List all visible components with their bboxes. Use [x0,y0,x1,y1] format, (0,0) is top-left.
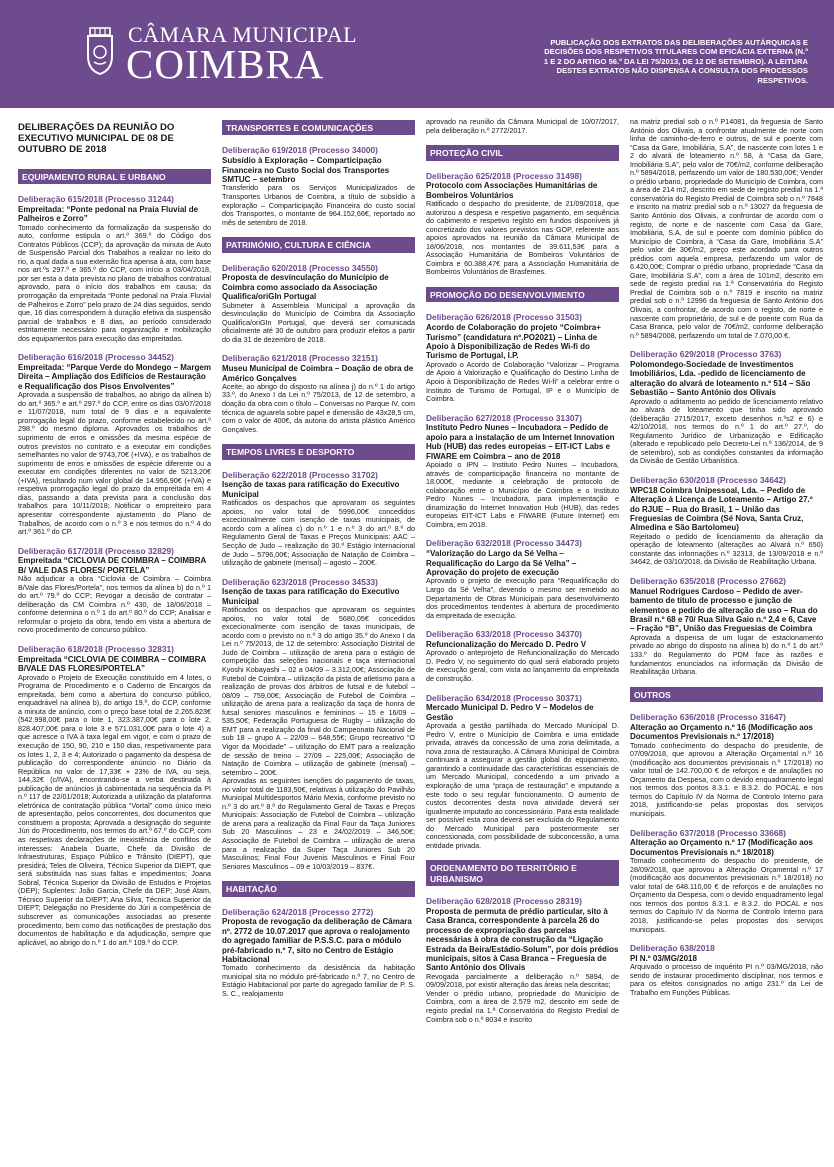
deliberation-617 [18,547,211,635]
deliberation-subject: Polomondego-Sociedade de Investimentos Imobiliários, Lda. -pedido de licenciamento de alteração do alvará de loteamento n.º 514 – São Sebastião – Santo António dos Olivais [630,360,811,398]
section-header: PATRIMÓNIO, CULTURA E CIÊNCIA [222,237,415,252]
deliberation-heading: Deliberação 626/2018 (Processo 31503) [426,312,582,323]
deliberation-heading: Deliberação 624/2018 (Processo 2772) [222,906,374,917]
deliberation-620 [222,264,415,345]
section-header: ORDENAMENTO DO TERRITÓRIO E URBANISMO [426,860,619,886]
deliberation-630 [630,476,823,567]
deliberation-632 [426,539,619,620]
column-4 [630,118,823,1158]
deliberation-text: Aprovado o Acordo de Colaboração “Valorizar – Programa de Apoio à Valorização e Qualificação do Destino Linha de Apoio à Disponibilização de Redes Wi-fi” a celebrar entre o Instituto de Turismo de Portugal, IP e o Município de Coimbra. [426,359,619,404]
deliberation-heading: Deliberação 630/2018 (Processo 34642) [630,475,786,486]
deliberation-text: Rejeitado o pedido de licenciamento da alteração da operação de loteamento (alterações ao Alvará n.º 650) constante das informações n.º 32313, de 13/09/2018 e n.º 34642, de 03/10/2018, da Divisão de Reabilitação Urbana. [630,531,823,567]
deliberation-subject: Empreitada “CICLOVIA DE COIMBRA – COIMBRA B/VALE DAS FLORES/PORTELA” [18,654,207,674]
deliberation-text: Tomado conhecimento do despacho do presidente, de 28/09/2018, que aprovou a Alteração Orçamental n.º 17 (modificação aos documentos previsionais n.º 18/2018) no valor total de 648.110,00 € de reforços e de anulações no Orçamento da Despesa, com o devido enquadramento legal nos termos dos pontos 8.3.1. e 8.3.2. do POCAL e nos termos do Capítulo IV da Norma de Controlo Interno para 2018, justificando-se pelas propostas dos serviços municipais. [630,856,823,934]
deliberation-heading: Deliberação 618/2018 (Processo 32831) [18,644,174,655]
deliberation-text: Tomado conhecimento do despacho do presidente, de 07/09/2018, que aprovou a Alteração Orçamental n.º 16 (modificação aos documentos previsionais n.º 17/2018) no valor total de 142.700,00 € de reforços e de anulações no Orçamento da Despesa, com o devido enquadramento legal nos termos dos pontos 8.3.1. e 8.3.2. do POCAL e nos termos do Capítulo IV da Norma de Controlo Interno para 2018, justificando-se pelas propostas dos serviços municipais. [630,740,823,818]
deliberation-subject: Empreitada “CICLOVIA DE COIMBRA – COIMBRA B/ VALE DAS FLORES/ PORTELA” [18,556,207,575]
deliberation-623 [222,578,415,872]
section-header: PROTEÇÃO CIVIL [426,145,619,160]
section-header: TEMPOS LIVRES E DESPORTO [222,444,415,459]
deliberation-subject: WPC18 Coimbra Unipessoal, Lda. – Pedido de Alteração à Licença de Loteamento – Artigo 27.º do RJUE – Rua do Brasil, 1 – União das Freguesias de Coimbra (Sé Nova, Santa Cruz, Almedina e São Bartolomeu) [630,485,813,533]
deliberation-626 [426,313,619,403]
section-header: OUTROS [630,687,823,702]
deliberation-text: Arquivado o processo de inquérito PI n.º 03/MG/2018, não sendo de instaurar procedimento disciplinar, nos termos e para os efeitos consignados no artigo 231.º da Lei de Trabalho em Funções Públicas. [630,962,823,997]
deliberation-text: Ratificados os despachos que aprovaram os seguintes apoios, no valor total de 5680,05€ concedidos excecionalmente com isenção de taxas municipais, de acordo com o previsto no n.º 3 do artigo 35.º do Anexo I da Lei n.º 75/2013, de 12 de setembro: Associação Distrital de Judo de Coimbra – utilização de arena para o estágio de competição das seleções nacionais e taça internacional Kyoshi Kobayashi – 02 a 04/09 – 3.312,00€; Associação de Futebol de Coimbra – utilização da pista de atletismo para a realização de provas dos árbitros de futsal e de futebol – 08/09 – 759,00€; Associação de Futebol de Coimbra – utilização de arena para a realização da taça de honra de futsal seniores masculinos e femininos – 15 e 16/09 – 535,50€; Federação Portuguesa de Rugby – utilização do EMT para a realização da final do Campeonato Nacional de sub 18 – grupo A – 22/09 – 648,55€; Grupo recreativo “O Vigor da Mocidade” – utilização do EMT para a realização de sessão de treino – 27/09 – 225,00€; Associação de Natação de Coimbra – utilização de gabinete (mensal) – setembro – 200€. Aprovadas as seguintes isenções do pagamento de taxas, no valor total de 1183,50€, relativas à utilização do Pavilhão Municipal Multidesportos Mário Mexia, conforme previsto no n.º 3 do art.º 8.º do Regulamento Geral de Taxas e Preços Municipais: Associação de Futebol de Coimbra – utilização de arena para a realização da Final Four da Taça Juniores Sub 20 Masculinos – 23 e 24/02/2019 – 346,50€; Associação de Futebol de Coimbra – utilização de arena para a realização da Super Taça Juniores Sub 20 Masculinos; Final Four Juvenis Masculinos e Final Four Seniores Masculinos – 09 e 10/03/2019 – 837€. [222,605,415,871]
deliberation-continuation [630,118,823,340]
column-1 [18,118,211,1158]
deliberation-text: Aprovado o Projeto de Execução constituído em 4 lotes, o Programa de Procedimento e o Caderno de Encargos da empreitada, bem como a abertura do concurso público, enquadrável na alínea b), do artigo 19.º, do CCP, conforme a minuta de anúncio, com o preço base total de 2.265.823€ (542.998,00€ para o lote 1, 323.387,00€ para o lote 2, 828.407,00€ para o lote 3 e 571.031,00€ para o lote 4) a que acresce o IVA à taxa legal em vigor, e com o prazo de execução de 150, 90, 210 e 150 dias, respetivamente para os lotes 1, 2, 3 e 4; Autorizado o pagamento da despesa de publicação do correspondente anúncio no Diário da República no valor de 17,33€ + 23% de IVA, ou seja, 144,32€ (c/IVA), encontrando-se a verba destinada à publicação de anúncios já cabimentada na sequência da PI n.º 117 de 22/01/2018; Autorizada a utilização da plataforma eletrónica de contratação pública “Vortal” como único meio de apresentação, pelos concorrentes, dos documentos que constituem a proposta; Aprovada a designação do seguinte Júri do Procedimento, nos termos do art.º 67.º do CCP, com as respetivas declarações de inexistência de conflitos de interesses: Anabela Duarte, Chefe da Divisão de Infraestruturas, Espaço Público e Trânsito (DIEPT), que presidirá; Teles de Oliveira, Técnico Superior da DIEPT, que será substituída nas suas faltas e impedimentos; Joana Sobral, Técnica Superior da Divisão de Estudos e Projetos (DEP); Suplentes: João Garcia, Chefe da DEP; José Atam, Técnico Superior da DIEPT; Ana Silva, Técnica Superior da DIEPT; Delegação no Presidente do Júri a competência de subscrever as comunicações associadas ao presente procedimento, bem como das notificações de prestação dos documentos de habilitação e da adjudicação, sempre que aplicável, ao abrigo do n.º 1 do art.º 109.º do CCP. [18,672,211,947]
deliberation-heading: Deliberação 616/2018 (Processo 34452) [18,352,174,363]
deliberation-619 [222,146,415,227]
deliberation-subject: “Valorização do Largo da Sé Velha – Requalificação do Largo da Sé Velha” – Aprovação do projeto de execução [426,549,577,577]
deliberation-heading: Deliberação 617/2018 (Processo 32829) [18,545,174,556]
deliberation-subject: Isenção de taxas para ratificação do Executivo Municipal [222,480,400,499]
deliberation-text: Ratificado o despacho do presidente, de 21/09/2018, que autorizou a despesa e respetivo pagamento, em sequência do cabimento e respetivo registo em fundos disponíveis já concretizado dos valores previstos nas GOP, referente aos apoios aprovados na reunião da Câmara Municipal de 18/06/2018, nos montantes de 39.611,53€ para a Associação Humanitária de Bombeiros Voluntários de Coimbra e 60.388,47€ para a Associação Humanitária de Bombeiros Voluntários de Brasfemes. [426,199,619,277]
deliberation-heading: Deliberação 615/2018 (Processo 31244) [18,194,174,205]
header-banner [0,0,834,108]
deliberation-633 [426,630,619,683]
section-header: EQUIPAMENTO RURAL E URBANO [18,169,211,184]
deliberation-text: Não adjudicar a obra “Ciclovia de Coimbra – Coimbra B/Vale das Flores/Portela”, nos termos da alínea b) do n.º 1 do art.º 79.º do CCP; Revogar a decisão de contratar – deliberação da CM Coimbra n.º 430, de 18/06/2018 – conforme determina o n.º 1 do art.º 80.º do CCP; Analisar e reformular o projeto da obra, tendo em vista a abertura de novo procedimento de concurso público. [18,574,211,635]
deliberation-subject: Protocolo com Associações Humanitárias de Bombeiros Voluntários [426,181,598,200]
deliberation-text: Apoiado o IPN – Instituto Pedro Nunes – Incubadora, através de comparticipação financeira no montante de 18.000€, mediante a celebração de protocolo de colaboração entre o Município de Coimbra e o Instituto Pedro Nunes – Incubadora, para implementação e dinamização do Internet Innovation Hub (HUB), das redes europeias EIT-ICT Labs e FIWARE (Future Internet) em Coimbra, em 2018. [426,460,619,529]
deliberation-subject: Subsídio à Exploração – Comparticipação Financeira no Custo Social dos Transportes SMTUC – setembro [222,156,390,185]
deliberation-637 [630,829,823,935]
deliberation-heading: Deliberação 619/2018 (Processo 34000) [222,145,378,156]
deliberation-subject: Museu Municipal de Coimbra – Doação de obra de Américo Gonçalves [222,364,414,383]
deliberation-heading: Deliberação 621/2018 (Processo 32151) [222,353,378,364]
deliberation-text: Transferido para os Serviços Municipalizados de Transportes Urbanos de Coimbra, a título de subsídio à exploração – Comparticipação Financeira do custo social dos Transportes, o montante de 964.152,66€, reportado ao mês de setembro de 2018. [222,183,415,227]
deliberation-heading: Deliberação 627/2018 (Processo 31307) [426,412,582,423]
deliberation-text: Aprovado o aditamento ao pedido de licenciamento relativo ao alvará de loteamento que tinha sido aprovado (deliberação 2715/2017, exceto desenhos n.ºs2 e 6) e 42/10/2018, nos termos do n.º 1 do art.º 27.º, do Regulamento Jurídico de Urbanização e Edificação (alterado e republicado pelo Decreto-Lei n.º 136/2014, de 9 de setembro), sob as condições constantes da informação da Divisão de Gestão Urbanística. [630,396,823,466]
deliberation-text: Tomado conhecimento da desistência da habitação municipal sita no módulo pré-fabricado n.º 7, no Centro de Estágio Habitacional por parte do agregado familiar de P. S. S. C., realojamento [222,963,415,999]
deliberation-621 [222,354,415,434]
column-2 [222,118,415,1158]
logo-subtitle: CÂMARA MUNICIPAL [128,22,358,47]
deliberation-615 [18,195,211,343]
deliberation-subject: Isenção de taxas para ratificação do Executivo Municipal [222,587,400,606]
deliberation-subject: Alteração ao Orçamento n.º 16 (Modificação aos Documentos Previsionais n.º 17/2018) [630,722,813,742]
deliberation-continuation [426,118,619,135]
publication-note: PUBLICAÇÃO DOS EXTRATOS DAS DELIBERAÇÕES AUTÁRQUICAS E DECISÕES DOS RESPETIVOS TITULARES COM EFICÁCIA EXTERNA (N.º 1 E 2 DO ARTIGO 56.º DA LEI 75/2013, DE 12 DE SETEMBRO). A LEITURA DESTES EXTRATOS NÃO DISPENSA A CONSULTA DOS PROCESSOS RESPETIVOS. [543,38,808,85]
deliberation-616 [18,353,211,536]
deliberation-text: Submeter à Assembleia Municipal a aprovação da desvinculação do Município de Coimbra da Associação Qualifica/oriGIn Portugal, que deverá ser comunicada oficialmente até 30 de outubro para produzir efeitos a partir do dia 31 de dezembro de 2018. [222,300,415,344]
deliberation-text: Ratificados os despachos que aprovaram os seguintes apoios, no valor total de 5996,00€ concedidos excecionalmente com isenção de taxas municipais, de acordo com a alínea c) do n.º 1 e n.º 3 do art.º 8.º do Regulamento Geral de Taxas e Preços Municipais: AAC – Secção de Judo – realização do 30.º Estágio Internacional de Judo – 5796,00€; Associação de Natação de Coimbra – utilização de gabinete (mensal) – agosto – 200€. [222,498,415,568]
deliberation-638 [630,944,823,997]
deliberation-636 [630,713,823,819]
deliberation-text: Aprovada a suspensão de trabalhos, ao abrigo da alínea b) do art.º 365.º e art.º 297.º do CCP, entre os dias 03/07/2018 e 11/07/2018, num total de 9 dias e a equivalente prorrogação legal do prazo, conforme estabelecido no art.º 298.º do mesmo diploma. Aprovados os trabalhos de suprimento de erros e omissões da mesma espécie de outros previstos no contrato e a executar em condições semelhantes no valor de 9743,70€ (+IVA), e os trabalhos de suprimento de erros e omissões de espécie diferente ou a executar em condições diferentes no valor de 5213,20€ (+IVA), resultando num valor global de 14.956,90€ (+IVA) e respetiva prorrogação legal do prazo da empreitada em 4 dias, passando a data prevista para a conclusão dos trabalhos para 10/11/2018; Notificar o empreiteiro para apresentar correspondente ajustamento do Plano de Trabalhos, de acordo com o n.º 3 e nos termos do n.º 4 do art.º 361.º do CP. [18,390,211,537]
section-header: HABITAÇÃO [222,881,415,896]
deliberation-heading: Deliberação 635/2018 (Processo 27662) [630,576,786,587]
deliberation-heading: Deliberação 637/2018 (Processo 33668) [630,827,786,838]
deliberation-subject: Alteração ao Orçamento n.º 17 (Modificação aos Documentos Previsionais n.º 18/2018) [630,838,813,857]
deliberation-subject: Proposta de desvinculação do Município de Coimbra como associado da Associação Qualifica/oriGIn Portugal [222,273,389,302]
deliberation-heading: Deliberação 625/2018 (Processo 31498) [426,170,582,181]
deliberation-635 [630,577,823,677]
deliberation-text: aprovado na reunião da Câmara Municipal de 10/07/2017, pela deliberação n.º 2772/2017. [426,118,619,135]
deliberation-subject: Instituto Pedro Nunes – Incubadora – Pedido de apoio para a instalação de um Internet Innovation Hub (HUB) das redes europeias – EIT-ICT Labs e FIWARE em Coimbra – ano de 2018 [426,423,615,461]
deliberation-subject: Refuncionalização do Mercado D. Pedro V [426,639,587,649]
deliberation-heading: Deliberação 632/2018 (Processo 34473) [426,538,582,549]
deliberation-text: Aprovada a dispensa de um lugar de estacionamento privado ao abrigo do disposto na alínea b) do n.º 1 do art.º 133.º do Regulamento do PDM face às razões e fundamentos enunciados na informação da Divisão de Reabilitação Urbana. [630,632,823,677]
section-header: TRANSPORTES E COMUNICAÇÕES [222,120,415,135]
deliberation-text: na matriz predial sob o n.º P14081, da freguesia de Santo António dos Olivais, a confrontar atualmente de norte com linha de caminho-de-ferro e outros, de sul e poente com “Casa da Gare, Imobiliária, S.A”, de nascente com lotes 1 e 2 do alvará de loteamento n.º 58, à “Casa da Gare, Imobiliária S.A”, pelo valor de 70€/m2, conforme deliberação n.º 5894/2018, perfazendo um valor de 180.530,00€; Vender o prédio urbano, propriedade do Município de Coimbra, com a área de 214 m2, descrito em sede de registo predial na 1.ª conservatória do Registo Predial de Coimbra sob o n.º 7848 e inscrito na matriz predial sob o n.º 13027 da freguesia de Santo António dos Olivais, a confrontar de acordo com o registo, de norte e de nascente com Casa da Gare, Imobiliária, S.A, de sul e poente com domínio público do Município de Coimbra, à “Casa da Gare, Imobiliária S.A” pelo valor de 30€/m2, preço este acordado para outros prédios com aquela empresa, perfazendo um valor de 6.420,00€; Comprar o prédio urbano, propriedade “Casa da Gare, Imobiliária S.A”, com a área de 101m2, descrito em sede de registo predial na 1.ª Conservatória do Registo Predial de Coimbra sob o n.º 7819 e inscrito na matriz predial sob o n.º 12996 da freguesia de Santo António dos Olivais, a confrontar, de acordo com o registo, de norte e nascente com proprietário, de sul e de poente com Rua da Casa Branca, pelo valor de 70€/m2, conforme deliberação n.º 5894/2008, perfazendo um total de 7.070,00 €. [630,118,823,340]
deliberation-subject: Proposta de revogação da deliberação de Câmara nº. 2772 de 10.07.2017 que aprova o realojamento do agregado familiar de P.S.S.C. para o módulo pré-fabricado n.º 7, sito no Centro de Estágio Habitacional [222,917,412,964]
deliberation-heading: Deliberação 623/2018 (Processo 34533) [222,576,378,587]
deliberation-subject: Empreitada: “Parque Verde do Mondego – Margem Direita – Ampliação dos Edifícios de Restauração e Requalificação dos Pisos Envolventes” [18,363,211,391]
deliberation-625 [426,172,619,278]
deliberation-628 [426,897,619,1024]
deliberation-heading: Deliberação 634/2018 (Processo 30371) [426,692,582,703]
deliberation-subject: Proposta de permuta de prédio particular, sito à Casa Branca, correspondente à parcela 26 do processo de expropriação das parcelas necessárias à obra de construção da “Ligação Estrada da Beira/Estádio-Solum”, por dois prédios municipais, sitos à Casa Branca – Freguesia de Santo António dos Olivais [426,906,619,973]
deliberation-subject: PI N.º 03/MG/2018 [630,953,697,963]
deliberation-subject: Manuel Rodrigues Cardoso – Pedido de aver-bamento de título de processo e junção de elementos e pedido de alteração de uso – Rua do Brasil n.º 68 e 70/ Rua Silva Gaio n.º 2,4 e 6, Cave – Fração “B”, União das Freguesias de Coimbra [630,586,818,634]
deliberation-text: Aprovado o anteprojeto de Refuncionalização do Mercado D. Pedro V, no seguimento do qual será elaborado projeto de execução geral, com vista ao lançamento da empreitada de construção. [426,648,619,683]
logo-title: COIMBRA [126,41,325,87]
deliberation-622 [222,471,415,568]
deliberation-text: Aprovado o projeto de execução para “Requalificação do Largo da Sé Velha”, devendo o mesmo ser remetido ao Departamento de Obras Municipais para desenvolvimento dos procedimentos tendentes à abertura de procedimento da empreitada de execução. [426,576,619,620]
section-header: PROMOÇÃO DO DESENVOLVIMENTO [426,287,619,302]
document-title: DELIBERAÇÕES DA REUNIÃO DO EXECUTIVO MUNICIPAL DE 08 DE OUTUBRO DE 2018 [18,122,175,156]
deliberation-618 [18,645,211,947]
column-3 [426,118,619,1158]
deliberation-heading: Deliberação 629/2018 (Processo 3763) [630,349,782,360]
deliberation-text: Revogada parcialmente a deliberação n.º 5894, de 09/09/2018, por existir alteração das áreas nela descritas; Vender o prédio urbano, propriedade do Município de Coimbra, com a área de 2.579 m2, descrito em sede de registo predial na 1.ª Conservatória do Registo Predial de Coimbra sob o n.º 8034 e inscrito [426,971,619,1024]
deliberation-heading: Deliberação 636/2018 (Processo 31647) [630,712,786,722]
deliberation-heading: Deliberação 633/2018 (Processo 34370) [426,629,582,640]
deliberation-heading: Deliberação 638/2018 [630,943,715,954]
deliberation-627 [426,414,619,530]
deliberation-text: Aprovada a gestão partilhada do Mercado Municipal D. Pedro V, entre o Município de Coimbra e uma entidade privada, através da concessão de uma zona delimitada, a nova zona de restauração. A Câmara Municipal de Coimbra continuará a assegurar a gestão global do equipamento, garantindo a continuidade das características essenciais de um Mercado Municipal, concedendo a um privado a exploração de uma “praça de restauração” e imputando a este todo o seu regular funcionamento. O aumento de custos decorrentes desta nova atividade deverá ser igualmente imputado ao concessionário. Para esta realidade ser possível esta zona deverá ser excluída do Regulamento do Mercado Municipal para posteriormente ser concessionada, com possibilidade de subconcessão, a uma entidade privada. [426,721,619,850]
deliberation-text: Aceite, ao abrigo do disposto na alínea j) do n.º 1 do artigo 33.º, do Anexo I da Lei n.º 75/2013, de 12 de setembro, a doação da obra com o título – Conversas no Parque IV, com técnica de aguarela sobre papel e dimensão de 43x28,5 cm, com o valor de 400€, da autoria do artista plástico Américo Gonçalves. [222,381,415,434]
deliberation-624 [222,908,415,999]
coat-of-arms-icon [80,26,120,76]
deliberation-heading: Deliberação 622/2018 (Processo 31702) [222,469,378,480]
deliberation-subject: Mercado Municipal D. Pedro V – Modelos de Gestão [426,703,594,722]
deliberation-subject: Acordo de Colaboração do projeto “Coimbra+ Turismo” (candidatura nº.PO2021) – Linha de Apoio à Disponibilização de Redes Wi-fi do Turismo de Portugal, I.P. [426,323,601,361]
deliberation-subject: Empreitada: “Ponte pedonal na Praia Fluvial de Palheiros e Zorro” [18,204,199,224]
deliberation-629 [630,350,823,466]
deliberation-634 [426,694,619,851]
deliberation-heading: Deliberação 628/2018 (Processo 28319) [426,896,582,907]
deliberation-text: Tomado conhecimento da formalização da suspensão do auto, conforme estipula o art.º 369.º do Código dos Contratos Públicos (CCP); da aprovação da minuta de Auto de Suspensão Parcial dos Trabalhos a realizar no leito do rio, a qual dada a sua extensão fica apensa à ata, com base nos art.ºs 297.º e 365.º do CCP, com início a 03/04/2018, por ser esta a data prevista no plano de trabalhos contratual aprovado, para o início dos trabalhos em causa; da prorrogação da empreitada “Ponte pedonal na Praia Fluvial de Palheiros e Zorro” pelo prazo de 24 dias seguidos, sendo que, 16 dias correspondem à duração efetiva da suspensão parcial de trabalhos e 8 dias, ao período considerado estritamente necessário para organização e mobilização dos equipamentos para execução das empreitadas. [18,222,211,343]
deliberation-heading: Deliberação 620/2018 (Processo 34550) [222,262,378,273]
